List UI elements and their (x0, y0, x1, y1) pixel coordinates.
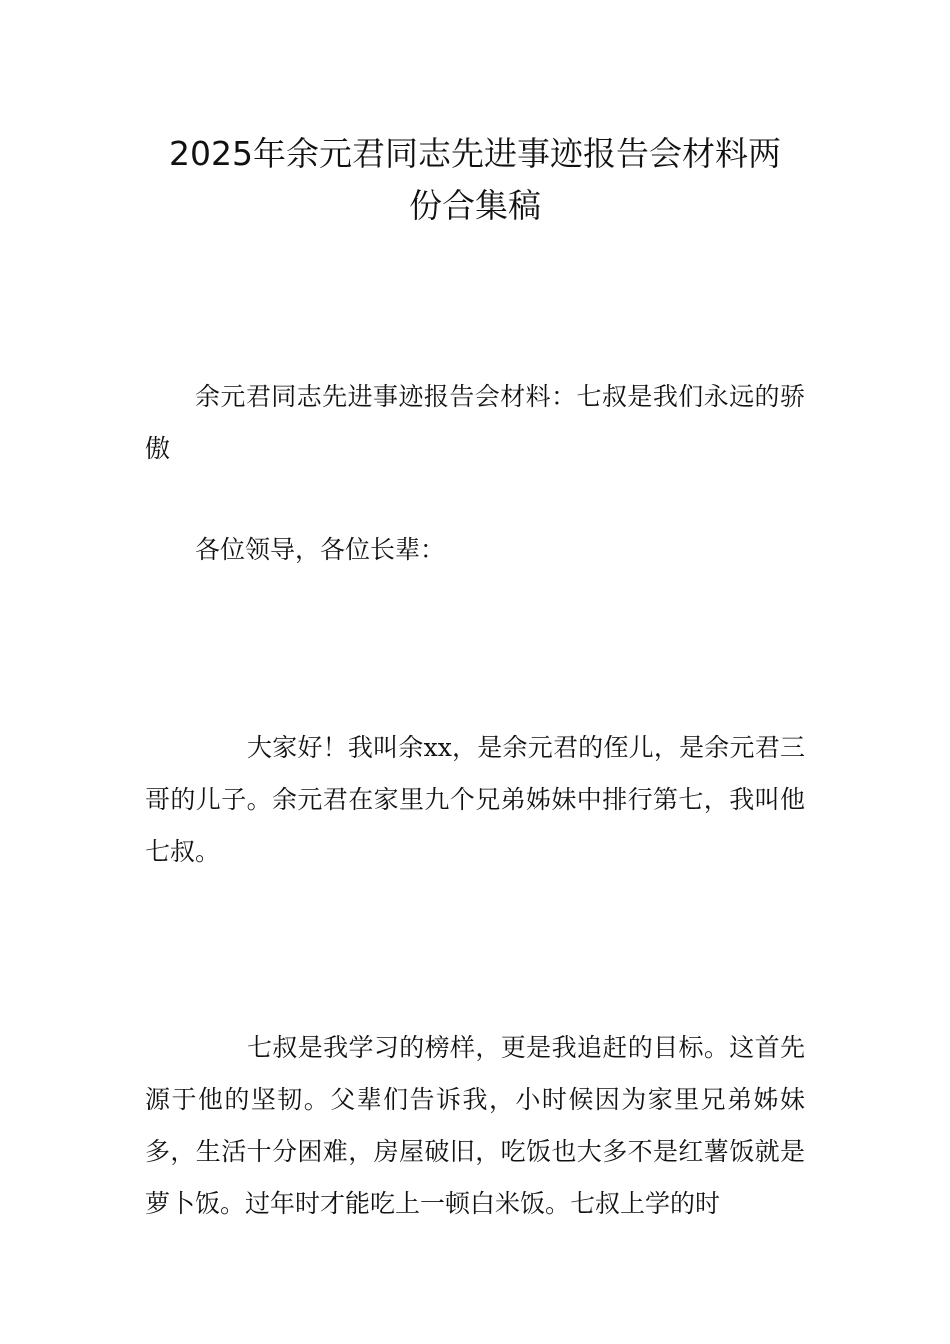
section-subheading: 余元君同志先进事迹报告会材料：七叔是我们永远的骄傲 (145, 382, 805, 463)
greeting-paragraph: 各位领导，各位长辈： (195, 535, 446, 564)
story-paragraph: 七叔是我学习的榜样，更是我追赶的目标。这首先源于他的坚韧。父辈们告诉我，小时候因为家里兄弟姊妹多，生活十分困难，房屋破旧，吃饭也大多不是红薯饭就是萝卜饭。过年时才能吃上一顿白米饭。七叔上学的时 (145, 1033, 805, 1218)
intro-paragraph: 大家好！我叫余xx，是余元君的侄儿，是余元君三哥的儿子。余元君在家里九个兄弟姊妹中排行第七，我叫他七叔。 (145, 733, 805, 866)
document-title-line-1: 2025年余元君同志先进事迹报告会材料两 (169, 134, 781, 173)
document-title-line-2: 份合集稿 (409, 186, 541, 225)
document-title (145, 128, 805, 232)
